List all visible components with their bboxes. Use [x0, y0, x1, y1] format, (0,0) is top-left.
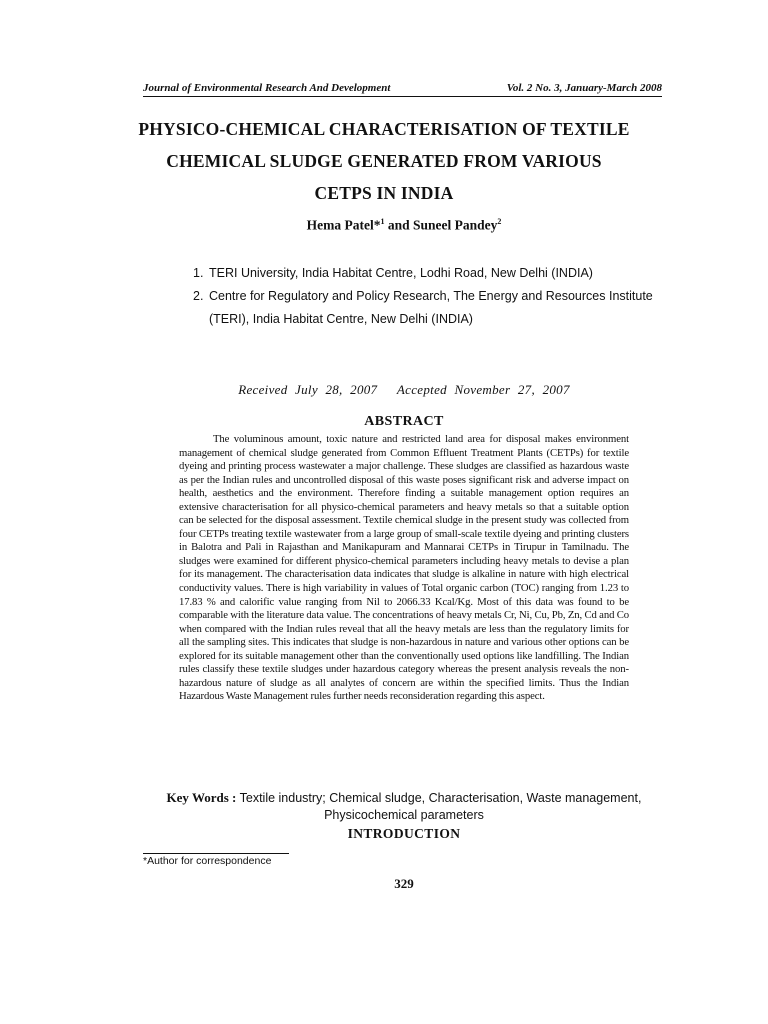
- page-number: 329: [394, 876, 414, 891]
- affiliation-item: [193, 262, 673, 285]
- keywords-text: Textile industry; Chemical sludge, Characterisation, Waste management, Physicochemical parameters: [236, 791, 642, 822]
- footnote: *Author for correspondence: [143, 855, 272, 867]
- abstract-heading: ABSTRACT: [364, 414, 444, 429]
- paper-title: [110, 113, 658, 209]
- title-line: CHEMICAL SLUDGE GENERATED FROM VARIOUS: [166, 151, 602, 171]
- received-date: Received July 28, 2007: [238, 382, 378, 397]
- issue-info: Vol. 2 No. 3, January-March 2008: [506, 82, 662, 94]
- title-line: CETPS IN INDIA: [314, 183, 454, 203]
- author-line: [0, 217, 768, 234]
- running-head: [143, 82, 662, 97]
- title-line: PHYSICO-CHEMICAL CHARACTERISATION OF TEXTILE: [138, 119, 630, 139]
- keywords: [120, 789, 688, 824]
- introduction-heading: INTRODUCTION: [347, 826, 461, 841]
- abstract-text: The voluminous amount, toxic nature and restricted land area for disposal makes environment management of chemical sludge generated from Common Effluent Treatment Plants (CETPs) for textile dyeing and printing process wastewater a major challenge. These sludges are classified as hazardous waste as per the Indian rules and uncontrolled disposal of this waste poses significant risk and adverse impact on health, aesthetics and the environment. Therefore finding a suitable management option requires an extensive characterisation for all physico-chemical parameters and heavy metals so that a suitable option can be selected for the disposal assessment. Textile chemical sludge in the present study was collected from four CETPs treating textile wastewater from a large group of small-scale textile dyeing and printing clusters in Balotra and Pali in Rajasthan and Manikapuram and Mannarai CETPs in Tirupur in Tamilnadu. The sludges were examined for different physico-chemical parameters including heavy metals to devise a plan for its management. The characterisation data indicates that sludge is alkaline in nature with high electrical conductivity values. There is high variability in values of Total organic carbon (TOC) ranging from 1.23 to 17.83 % and calorific value ranging from Nil to 2066.33 Kcal/Kg. Most of this data was found to be comparable with the literature data value. The concentrations of heavy metals Cr, Ni, Cu, Pb, Zn, Cd and Co when compared with the Indian rules reveal that all the heavy metals are less than the regulatory limits for all the sampling sites. This indicates that sludge is non-hazardous in nature and various other options can be explored for its suitable management other than the conventionally used options like landfilling. The Indian rules classify these textile sludges under hazardous category whereas the present analysis reveals the non-hazardous nature of sludge as all analytes of concern are within the specified limits. Thus the Indian Hazardous Waste Management rules further needs reconsideration regarding this aspect.: [179, 433, 629, 703]
- abstract-body: [179, 433, 629, 704]
- footnote-rule: [143, 853, 289, 854]
- keywords-label: Key Words :: [166, 790, 237, 805]
- affiliation-item: [193, 285, 673, 308]
- affiliations: [193, 262, 673, 331]
- affiliation-continuation: (TERI), India Habitat Centre, New Delhi (INDIA): [209, 312, 473, 326]
- author-superscript: 1: [380, 217, 385, 226]
- author-name: Hema Patel*: [306, 217, 381, 233]
- journal-name: Journal of Environmental Research And Development: [143, 82, 391, 94]
- author-superscript: 2: [497, 217, 502, 226]
- dates-line: [0, 382, 768, 398]
- affiliation-number: 2.: [193, 289, 204, 303]
- affiliation-text: TERI University, India Habitat Centre, Lodhi Road, New Delhi (INDIA): [209, 266, 593, 280]
- accepted-date: Accepted November 27, 2007: [396, 382, 570, 397]
- affiliation-number: 1.: [193, 266, 204, 280]
- affiliation-text: Centre for Regulatory and Policy Research, The Energy and Resources Institute: [209, 289, 653, 303]
- author-name: and Suneel Pandey: [384, 217, 498, 233]
